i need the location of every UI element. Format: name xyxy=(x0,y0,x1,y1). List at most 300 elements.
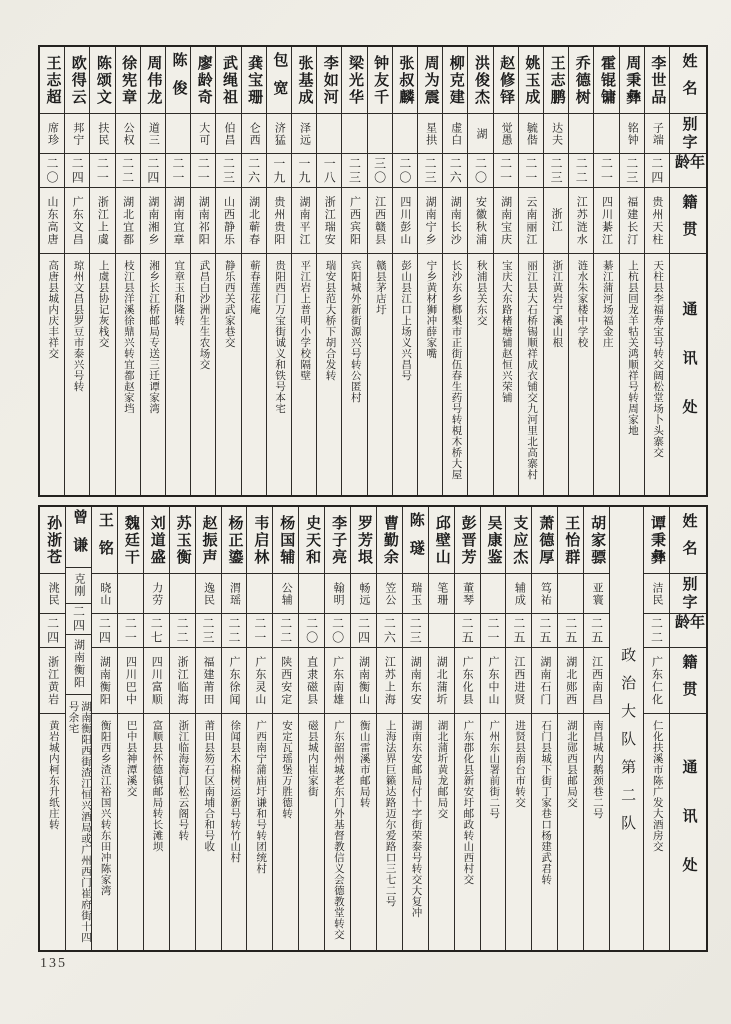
person-courtesy-name-cell xyxy=(292,113,316,153)
person-native-place-cell xyxy=(292,187,316,253)
person-address-cell xyxy=(222,713,247,950)
person-native-place-cell xyxy=(620,187,644,253)
person-native-place: 湖南宜章 xyxy=(172,195,185,246)
person-column xyxy=(195,507,221,950)
person-address: 湖南东安邮局付十字街荣泰号转交大复冲 xyxy=(410,720,422,918)
person-name: 王志鹏 xyxy=(548,54,565,106)
person-name: 廖龄奇 xyxy=(195,54,212,106)
person-native-place-cell xyxy=(569,187,593,253)
person-name-cell xyxy=(92,507,117,573)
person-courtesy-name: 翰明 xyxy=(332,581,345,606)
person-address: 莆田县笏石区南埔合和号收 xyxy=(203,720,215,852)
person-address: 赣县茅店圩 xyxy=(374,260,386,315)
person-column xyxy=(543,47,568,495)
person-name-cell xyxy=(544,47,568,113)
person-age: 二五 xyxy=(511,616,526,645)
person-native-place: 湖北蒲圻 xyxy=(435,655,448,706)
person-native-place-cell xyxy=(544,187,568,253)
person-age: 二五 xyxy=(589,616,604,645)
person-address-cell xyxy=(443,253,467,495)
person-age-cell xyxy=(644,613,669,647)
person-name: 包宽 xyxy=(271,52,288,108)
person-name: 曹勤余 xyxy=(381,514,398,566)
person-name: 苏玉衡 xyxy=(174,514,191,566)
person-name: 杨国辅 xyxy=(278,514,295,566)
person-name: 魏廷干 xyxy=(122,514,139,566)
person-native-place: 广东化县 xyxy=(461,655,474,706)
person-name: 史天和 xyxy=(304,514,321,566)
person-courtesy-name-cell xyxy=(267,113,291,153)
person-address: 高唐县城内庆丰祥交 xyxy=(47,260,59,359)
header-column xyxy=(669,507,706,950)
person-courtesy-name-cell xyxy=(544,113,568,153)
person-native-place: 贵州天柱 xyxy=(650,195,663,246)
person-name: 陈璲 xyxy=(407,512,424,568)
person-native-place-cell xyxy=(418,187,442,253)
person-address-cell xyxy=(170,713,195,950)
person-column xyxy=(165,47,190,495)
person-age-cell xyxy=(40,153,64,187)
person-courtesy-name: 济猛 xyxy=(273,121,286,146)
person-name: 杨正鎏 xyxy=(226,514,243,566)
person-address-cell xyxy=(116,253,140,495)
person-courtesy-name-cell xyxy=(558,573,583,613)
directory-table-bottom xyxy=(38,505,708,952)
person-address: 宝庆大东路楮塘铺赵恒兴荣铺 xyxy=(500,260,512,403)
person-native-place-cell xyxy=(222,647,247,713)
person-address-cell xyxy=(166,253,190,495)
person-native-place: 湖南长沙 xyxy=(449,195,462,246)
person-courtesy-name-cell xyxy=(40,113,64,153)
person-native-place: 江西南昌 xyxy=(590,655,603,706)
person-native-place: 广东南雄 xyxy=(331,655,344,706)
person-name-cell xyxy=(558,507,583,573)
person-name-cell xyxy=(342,47,366,113)
person-native-place-cell xyxy=(403,647,428,713)
person-address-cell xyxy=(273,713,298,950)
person-age-cell xyxy=(403,613,428,647)
person-name: 刘道盛 xyxy=(148,514,165,566)
person-courtesy-name: 洁民 xyxy=(651,581,664,606)
person-native-place: 浙江 xyxy=(550,208,563,233)
person-name: 姚玉成 xyxy=(523,54,540,106)
person-courtesy-name-cell xyxy=(222,573,247,613)
person-address: 富顺县怀德镇邮局转长滩坝 xyxy=(151,720,163,852)
person-column xyxy=(324,507,350,950)
person-column xyxy=(266,47,291,495)
person-name-cell xyxy=(196,507,221,573)
person-column xyxy=(480,507,506,950)
person-name-cell xyxy=(377,507,402,573)
person-courtesy-name-cell xyxy=(118,573,143,613)
header-cell xyxy=(670,573,706,613)
person-native-place-cell xyxy=(92,647,117,713)
header-cell xyxy=(670,713,706,950)
person-courtesy-name-cell xyxy=(594,113,618,153)
person-address-cell xyxy=(558,713,583,950)
person-column xyxy=(64,47,89,495)
person-name: 周秉彝 xyxy=(624,54,641,106)
person-courtesy-name: 力劳 xyxy=(150,581,163,606)
person-courtesy-name: 克刚 xyxy=(73,573,86,598)
person-native-place: 四川富顺 xyxy=(150,655,163,706)
person-native-place-cell xyxy=(645,187,669,253)
person-native-place: 江西赣县 xyxy=(373,195,386,246)
person-column xyxy=(169,507,195,950)
person-address-cell xyxy=(455,713,480,950)
header-native-place: 籍贯 xyxy=(680,653,697,708)
person-address: 仁化扶溪市陈广发大酒房交 xyxy=(651,720,663,852)
person-address-cell xyxy=(196,713,221,950)
person-native-place-cell xyxy=(317,187,341,253)
person-native-place: 江西进贤 xyxy=(512,655,525,706)
person-courtesy-name-cell xyxy=(645,113,669,153)
person-name-cell xyxy=(403,507,428,573)
person-courtesy-name-cell xyxy=(620,113,644,153)
person-age-cell xyxy=(292,153,316,187)
person-native-place-cell xyxy=(247,647,272,713)
person-age: 二〇 xyxy=(330,616,345,645)
person-column xyxy=(376,507,402,950)
person-native-place-cell xyxy=(393,187,417,253)
person-column xyxy=(215,47,240,495)
person-courtesy-name: 泽远 xyxy=(298,121,311,146)
person-age-cell xyxy=(65,153,89,187)
person-name-cell xyxy=(222,507,247,573)
person-age: 二六 xyxy=(246,156,261,185)
person-address: 湘乡长江桥邮局专送三迁谭家湾 xyxy=(148,260,160,414)
person-age-cell xyxy=(141,153,165,187)
person-address-cell xyxy=(191,253,215,495)
person-courtesy-name: 湖 xyxy=(474,127,487,140)
person-address: 静乐西关武家巷交 xyxy=(223,260,235,348)
person-address: 安定瓦瑶堡万胜德转 xyxy=(281,720,293,819)
person-name: 韦启林 xyxy=(252,514,269,566)
person-native-place: 湖北蕲春 xyxy=(247,195,260,246)
person-name: 赵振声 xyxy=(200,514,217,566)
person-native-place-cell xyxy=(494,187,518,253)
person-column xyxy=(417,47,442,495)
person-address: 丽江县大石桥锡顺祥成衣铺交九河里北高寨村 xyxy=(526,260,538,480)
person-age: 二一 xyxy=(523,156,538,185)
person-name-cell xyxy=(116,47,140,113)
person-column xyxy=(442,47,467,495)
person-age-cell xyxy=(393,153,417,187)
person-name: 欧得云 xyxy=(69,54,86,106)
person-native-place-cell xyxy=(144,647,169,713)
person-age: 二五 xyxy=(537,616,552,645)
person-age: 二三 xyxy=(347,156,362,185)
person-age: 二四 xyxy=(71,605,86,634)
header-name: 姓名 xyxy=(680,53,697,107)
person-address-cell xyxy=(506,713,531,950)
person-courtesy-name: 席珍 xyxy=(46,121,59,146)
person-age: 二一 xyxy=(95,156,110,185)
person-native-place-cell xyxy=(342,187,366,253)
person-address-cell xyxy=(351,713,376,950)
person-address: 磁县城内崔家街 xyxy=(306,720,318,797)
person-age: 二六 xyxy=(382,616,397,645)
person-native-place-cell xyxy=(118,647,143,713)
person-courtesy-name: 觉愚 xyxy=(500,121,513,146)
person-age-cell xyxy=(481,613,506,647)
person-native-place: 山西静乐 xyxy=(222,195,235,246)
person-name: 钟友千 xyxy=(372,54,389,106)
person-courtesy-name-cell xyxy=(144,573,169,613)
person-address-cell xyxy=(494,253,518,495)
person-name: 萧德厚 xyxy=(537,514,554,566)
person-age-cell xyxy=(584,613,609,647)
header-column xyxy=(669,47,706,495)
person-address: 武昌白沙洲生生农场交 xyxy=(198,260,210,370)
person-address: 广东郡化县新安圩邮政转山西村交 xyxy=(462,720,474,885)
person-address: 湖南衡阳西街渣江恒兴酒局或广州西门崔府街十四号余宅 xyxy=(67,700,91,943)
person-age: 二一 xyxy=(171,156,186,185)
person-native-place: 广东灵山 xyxy=(253,655,266,706)
person-column xyxy=(467,47,492,495)
header-address: 通讯处 xyxy=(680,758,697,906)
person-age-cell xyxy=(247,613,272,647)
person-name-cell xyxy=(299,507,324,573)
person-courtesy-name-cell xyxy=(242,113,266,153)
person-courtesy-name-cell xyxy=(65,113,89,153)
person-age: 二二 xyxy=(226,616,241,645)
person-age: 二三 xyxy=(201,616,216,645)
header-native-place: 籍贯 xyxy=(680,193,697,248)
person-native-place: 云南丽江 xyxy=(524,195,537,246)
person-age-cell xyxy=(342,153,366,187)
person-courtesy-name: 辅成 xyxy=(513,581,526,606)
person-age: 一八 xyxy=(322,156,337,185)
person-age-cell xyxy=(222,613,247,647)
person-age-cell xyxy=(544,153,568,187)
person-courtesy-name: 星拱 xyxy=(424,121,437,146)
person-address-cell xyxy=(519,253,543,495)
person-name: 王铭 xyxy=(96,512,113,568)
person-column xyxy=(40,507,65,950)
person-address: 上海法界巨籁达路迈尔爱路口三七二号 xyxy=(384,720,396,907)
person-courtesy-name-cell xyxy=(644,573,669,613)
person-courtesy-name: 逸民 xyxy=(202,581,215,606)
header-cell xyxy=(670,253,706,495)
person-age-cell xyxy=(118,613,143,647)
person-native-place: 浙江临海 xyxy=(176,655,189,706)
header-cell xyxy=(670,647,706,713)
person-age-cell xyxy=(620,153,644,187)
person-address: 黄岩城内柯东升纸庄转 xyxy=(47,720,59,830)
person-native-place: 江苏上海 xyxy=(383,655,396,706)
person-native-place-cell xyxy=(216,187,240,253)
person-age-cell xyxy=(455,613,480,647)
person-courtesy-name: 亚寰 xyxy=(591,581,604,606)
person-name-cell xyxy=(144,507,169,573)
person-address-cell xyxy=(247,713,272,950)
person-age-cell xyxy=(418,153,442,187)
person-name-cell xyxy=(247,507,272,573)
person-courtesy-name: 大可 xyxy=(197,121,210,146)
person-address: 湖北蒲圻黄龙邮局交 xyxy=(436,720,448,819)
person-column xyxy=(291,47,316,495)
person-name: 王志超 xyxy=(44,54,61,106)
person-address-cell xyxy=(377,713,402,950)
person-address-cell xyxy=(118,713,143,950)
person-address: 广东韶州城老东门外基督教信义会德教堂转交 xyxy=(332,720,344,940)
person-courtesy-name-cell xyxy=(166,113,190,153)
person-native-place-cell xyxy=(506,647,531,713)
person-age: 二一 xyxy=(486,616,501,645)
person-name-cell xyxy=(141,47,165,113)
person-name: 王怡群 xyxy=(563,514,580,566)
person-age: 二四 xyxy=(356,616,371,645)
person-native-place: 贵州贵阳 xyxy=(272,195,285,246)
person-address-cell xyxy=(317,253,341,495)
person-native-place: 福建长汀 xyxy=(625,195,638,246)
header-age: 年龄 xyxy=(673,614,704,632)
person-native-place: 湖南湘乡 xyxy=(146,195,159,246)
person-native-place-cell xyxy=(455,647,480,713)
person-address: 石门县城下街丁家巷口杨建武君转 xyxy=(540,720,552,885)
person-courtesy-name-cell xyxy=(481,573,506,613)
person-native-place: 安徽秋浦 xyxy=(474,195,487,246)
person-name-cell xyxy=(620,47,644,113)
person-address: 进贤县南台市转交 xyxy=(514,720,526,808)
person-column xyxy=(518,47,543,495)
person-address-cell xyxy=(468,253,492,495)
person-age: 二二 xyxy=(278,616,293,645)
person-address-cell xyxy=(584,713,609,950)
person-courtesy-name-cell xyxy=(584,573,609,613)
person-courtesy-name-cell xyxy=(247,573,272,613)
person-column xyxy=(140,47,165,495)
person-courtesy-name-cell xyxy=(216,113,240,153)
person-address: 浙江黄岩宁溪山根 xyxy=(551,260,563,348)
person-courtesy-name: 渭瑶 xyxy=(228,581,241,606)
person-age: 一九 xyxy=(297,156,312,185)
person-native-place-cell xyxy=(532,647,557,713)
person-courtesy-name-cell xyxy=(116,113,140,153)
person-age-cell xyxy=(90,153,114,187)
person-name: 李世品 xyxy=(649,54,666,106)
person-address-cell xyxy=(342,253,366,495)
person-address-cell xyxy=(393,253,417,495)
person-age: 二一 xyxy=(196,156,211,185)
person-native-place-cell xyxy=(443,187,467,253)
person-native-place: 广东仁化 xyxy=(650,655,663,706)
person-native-place: 湖南平江 xyxy=(298,195,311,246)
person-address-cell xyxy=(65,253,89,495)
person-name-cell xyxy=(519,47,543,113)
person-name: 周伟龙 xyxy=(145,54,162,106)
person-address-cell xyxy=(403,713,428,950)
person-native-place: 四川綦江 xyxy=(600,195,613,246)
person-address-cell xyxy=(368,253,392,495)
person-native-place: 湖南祁阳 xyxy=(197,195,210,246)
person-native-place: 浙江上虞 xyxy=(96,195,109,246)
person-age: 二四 xyxy=(649,156,664,185)
person-native-place-cell xyxy=(90,187,114,253)
person-courtesy-name: 畅远 xyxy=(357,581,370,606)
person-address: 宁乡黄材狮冲薛家嘴 xyxy=(425,260,437,359)
person-column xyxy=(643,507,669,950)
person-address: 涟水朱家楼中学校 xyxy=(576,260,588,348)
person-address: 宜章玉和隆转 xyxy=(173,260,185,326)
person-native-place: 湖南宁乡 xyxy=(424,195,437,246)
person-address: 南昌城内鹅颈巷二号 xyxy=(591,720,603,819)
person-native-place-cell xyxy=(40,187,64,253)
person-name-cell xyxy=(242,47,266,113)
person-courtesy-name-cell xyxy=(191,113,215,153)
person-courtesy-name: 铭钟 xyxy=(626,121,639,146)
header-cell xyxy=(670,187,706,253)
person-address: 湖北郧西县邮局交 xyxy=(565,720,577,808)
person-address-cell xyxy=(141,253,165,495)
person-name-cell xyxy=(429,507,454,573)
person-native-place: 浙江瑞安 xyxy=(323,195,336,246)
person-column xyxy=(367,47,392,495)
person-courtesy-name-cell xyxy=(403,573,428,613)
person-courtesy-name: 虚白 xyxy=(449,121,462,146)
person-name: 曾谦 xyxy=(71,508,88,565)
person-courtesy-name: 仑西 xyxy=(248,121,261,146)
person-name: 柳克建 xyxy=(447,54,464,106)
header-name: 姓名 xyxy=(680,513,697,567)
person-column xyxy=(619,47,644,495)
person-age-cell xyxy=(40,613,65,647)
person-address-cell xyxy=(594,253,618,495)
person-name-cell xyxy=(351,507,376,573)
person-age: 二一 xyxy=(498,156,513,185)
person-name-cell xyxy=(40,47,64,113)
person-native-place-cell xyxy=(519,187,543,253)
person-courtesy-name: 瑞玉 xyxy=(409,581,422,606)
person-address: 广州东山署前街二号 xyxy=(488,720,500,819)
person-age-cell xyxy=(443,153,467,187)
person-courtesy-name-cell xyxy=(325,573,350,613)
person-native-place: 湖南衡山 xyxy=(357,655,370,706)
person-courtesy-name-cell xyxy=(506,573,531,613)
person-name-cell xyxy=(644,507,669,573)
person-courtesy-name: 毓偕 xyxy=(525,121,538,146)
person-name-cell xyxy=(170,507,195,573)
person-address-cell xyxy=(292,253,316,495)
person-age-cell xyxy=(170,613,195,647)
person-name-cell xyxy=(65,47,89,113)
person-native-place: 广西宾阳 xyxy=(348,195,361,246)
person-native-place: 四川彭山 xyxy=(398,195,411,246)
person-column xyxy=(583,507,609,950)
person-address-cell xyxy=(418,253,442,495)
person-courtesy-name-cell xyxy=(429,573,454,613)
person-courtesy-name: 董琴 xyxy=(461,581,474,606)
person-name-cell xyxy=(594,47,618,113)
person-courtesy-name: 笔珊 xyxy=(435,581,448,606)
person-courtesy-name-cell xyxy=(532,573,557,613)
person-age-cell xyxy=(116,153,140,187)
person-name: 陈颂文 xyxy=(94,54,111,106)
person-name: 张叔麟 xyxy=(397,54,414,106)
person-courtesy-name-cell xyxy=(418,113,442,153)
person-name-cell xyxy=(166,47,190,113)
person-name: 霍锟镛 xyxy=(598,54,615,106)
person-native-place-cell xyxy=(368,187,392,253)
header-cell xyxy=(670,507,706,573)
person-name-cell xyxy=(325,507,350,573)
person-age-cell xyxy=(558,613,583,647)
person-name: 邱壁山 xyxy=(433,514,450,566)
person-address: 彭山县江口上场义兴昌号 xyxy=(400,260,412,381)
person-native-place-cell xyxy=(170,647,195,713)
person-age: 二三 xyxy=(423,156,438,185)
